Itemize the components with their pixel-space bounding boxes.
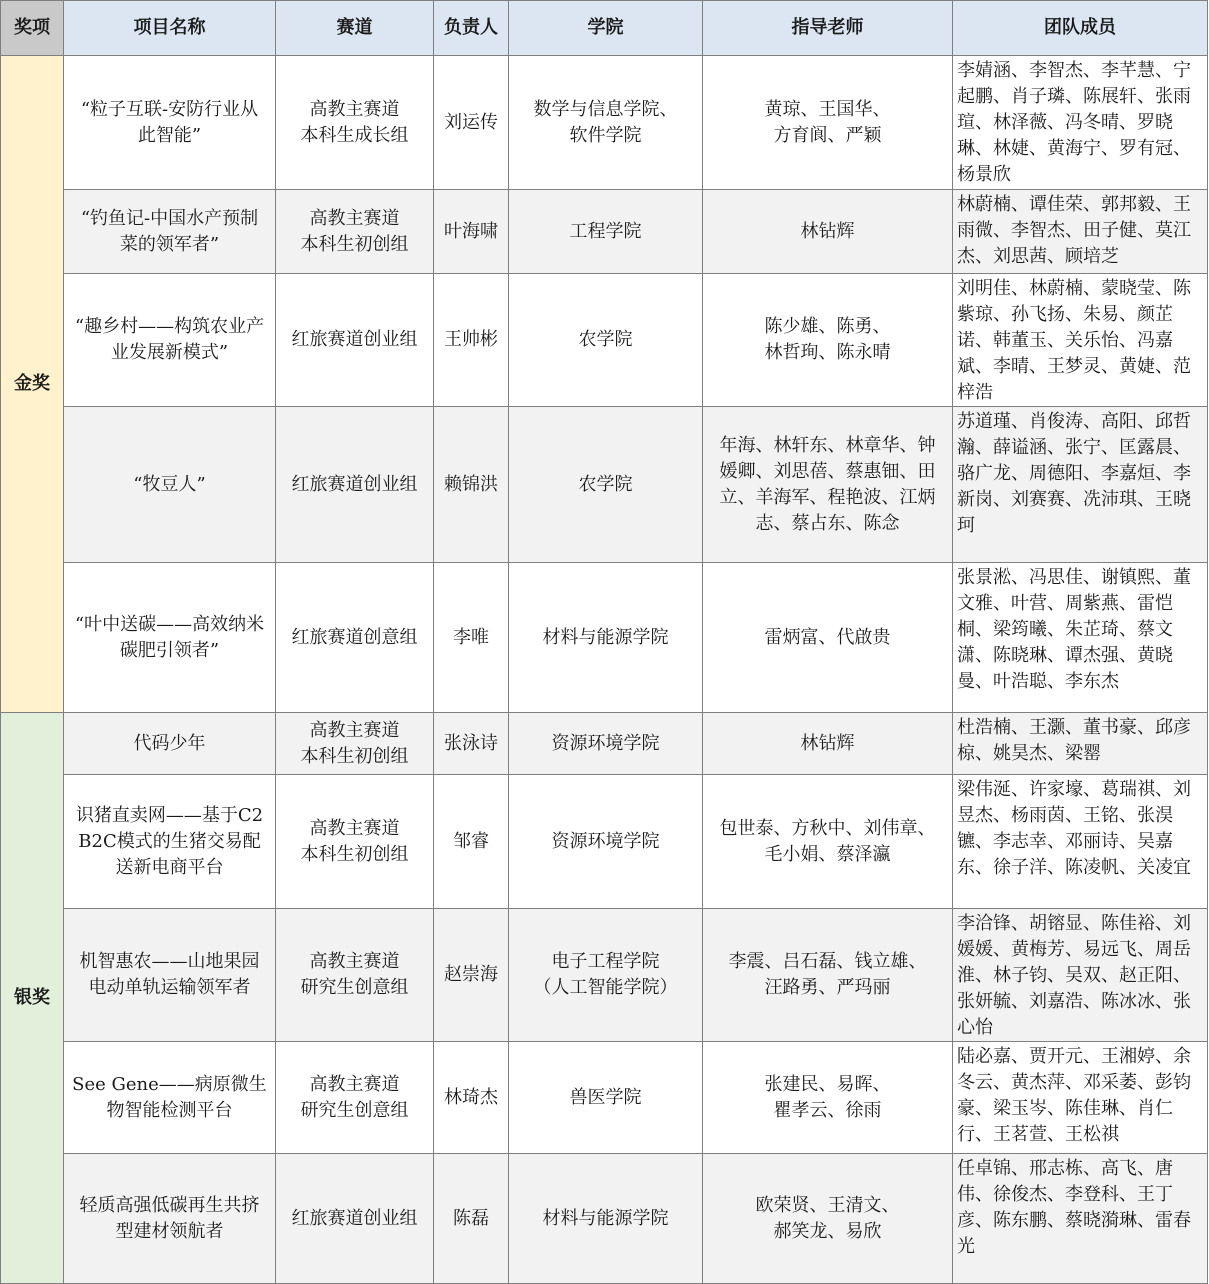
project-name: 代码少年 [64,713,276,775]
college: 材料与能源学院 [509,1154,703,1284]
track: 高教主赛道 本科生初创组 [276,775,434,909]
advisors: 林钻辉 [703,713,953,775]
table-row [1,713,1208,775]
table-row [1,563,1208,713]
track: 红旅赛道创业组 [276,407,434,563]
track: 高教主赛道 本科生初创组 [276,713,434,775]
advisors: 张建民、易晖、 瞿孝云、徐雨 [703,1042,953,1154]
leader: 赵崇海 [434,909,509,1042]
college: 兽医学院 [509,1042,703,1154]
table-row [1,775,1208,909]
leader: 李唯 [434,563,509,713]
table-row [1,1154,1208,1284]
project-name: “钓鱼记-中国水产预制菜的领军者” [64,190,276,274]
leader: 陈磊 [434,1154,509,1284]
project-name: “趣乡村——构筑农业产业发展新模式” [64,274,276,407]
leader: 王帅彬 [434,274,509,407]
advisors: 年海、林轩东、林章华、钟媛卿、刘思蓓、蔡惠钿、田立、羊海军、程艳波、江炳志、蔡占东、陈念 [703,407,953,563]
leader: 林琦杰 [434,1042,509,1154]
college: 数学与信息学院、 软件学院 [509,56,703,190]
team-members: 苏道瑾、肖俊涛、高阳、邱哲瀚、薛谥涵、张宁、匡露晨、骆广龙、周德阳、李嘉烜、李新岗、刘赛赛、冼沛琪、王晓珂 [953,407,1208,563]
project-name: “牧豆人” [64,407,276,563]
team-members: 李洽锋、胡镕显、陈佳裕、刘媛媛、黄梅芳、易远飞、周岳淮、林子钧、吴双、赵正阳、张妍毓、刘嘉浩、陈冰冰、张心怡 [953,909,1208,1042]
leader: 张泳诗 [434,713,509,775]
leader: 赖锦洪 [434,407,509,563]
award-gold: 金奖 [1,56,64,713]
college: 农学院 [509,274,703,407]
team-members: 杜浩楠、王灏、董书豪、邱彦椋、姚昊杰、梁罂 [953,713,1208,775]
track: 高教主赛道 研究生创意组 [276,909,434,1042]
leader: 刘运传 [434,56,509,190]
header-award: 奖项 [1,1,64,56]
team-members: 林蔚楠、谭佳荣、郭邦毅、王雨微、李智杰、田子健、莫江杰、刘思茜、顾培芝 [953,190,1208,274]
project-name: 识猪直卖网——基于C2B2C模式的生猪交易配送新电商平台 [64,775,276,909]
advisors: 林钻辉 [703,190,953,274]
track: 高教主赛道 本科生成长组 [276,56,434,190]
college: 材料与能源学院 [509,563,703,713]
table-row [1,909,1208,1042]
table-row [1,1042,1208,1154]
college: 工程学院 [509,190,703,274]
header-project-name: 项目名称 [64,1,276,56]
track: 高教主赛道 研究生创意组 [276,1042,434,1154]
leader: 叶海啸 [434,190,509,274]
project-name: 轻质高强低碳再生共挤型建材领航者 [64,1154,276,1284]
advisors: 黄琼、王国华、 方育阆、严颖 [703,56,953,190]
table-row [1,190,1208,274]
team-members: 任卓锦、邢志栋、高飞、唐伟、徐俊杰、李登科、王丁彦、陈东鹏、蔡晓漪琳、雷春光 [953,1154,1208,1284]
project-name: “叶中送碳——高效纳米碳肥引领者” [64,563,276,713]
track: 红旅赛道创业组 [276,1154,434,1284]
college: 资源环境学院 [509,775,703,909]
header-college: 学院 [509,1,703,56]
table-row [1,56,1208,190]
advisors: 雷炳富、代啟贵 [703,563,953,713]
college: 电子工程学院 （人工智能学院） [509,909,703,1042]
project-name: 机智惠农——山地果园电动单轨运输领军者 [64,909,276,1042]
team-members: 李婧涵、李智杰、李芊慧、宁起鹏、肖子璘、陈展轩、张雨瑄、林泽薇、冯冬晴、罗晓琳、林婕、黄海宁、罗有冠、杨景欣 [953,56,1208,190]
table-row [1,274,1208,407]
project-name: See Gene——病原微生物智能检测平台 [64,1042,276,1154]
header-team-members: 团队成员 [953,1,1208,56]
advisors: 包世泰、方秋中、刘伟章、 毛小娟、蔡泽瀛 [703,775,953,909]
track: 高教主赛道 本科生初创组 [276,190,434,274]
award-silver: 银奖 [1,713,64,1284]
leader: 邹睿 [434,775,509,909]
advisors: 李震、吕石磊、钱立雄、 汪路勇、严玛丽 [703,909,953,1042]
college: 农学院 [509,407,703,563]
team-members: 张景淞、冯思佳、谢镇熙、董文雅、叶营、周紫燕、雷恺桐、梁筠曦、朱芷琦、蔡文潇、陈晓琳、谭杰强、黄晓曼、叶浩聪、李东杰 [953,563,1208,713]
track: 红旅赛道创业组 [276,274,434,407]
header-track: 赛道 [276,1,434,56]
project-name: “粒子互联-安防行业从此智能” [64,56,276,190]
header-row [1,1,1208,56]
advisors: 欧荣贤、王清文、 郝笑龙、易欣 [703,1154,953,1284]
table-row [1,407,1208,563]
team-members: 梁伟涎、许家壕、葛瑞祺、刘昱杰、杨雨茵、王铭、张淏镳、李志幸、邓丽诗、吴嘉东、徐子洋、陈凌帆、关凌宜 [953,775,1208,909]
team-members: 刘明佳、林蔚楠、蒙晓莹、陈紫琼、孙飞扬、朱易、颜芷诺、韩董玉、关乐怡、冯嘉斌、李晴、王梦灵、黄婕、范梓浩 [953,274,1208,407]
track: 红旅赛道创意组 [276,563,434,713]
header-advisors: 指导老师 [703,1,953,56]
team-members: 陆必嘉、贾开元、王湘婷、余冬云、黄杰萍、邓采萎、彭钧豪、梁玉岑、陈佳琳、肖仁行、王茗萱、王松祺 [953,1042,1208,1154]
college: 资源环境学院 [509,713,703,775]
advisors: 陈少雄、陈勇、 林哲珣、陈永晴 [703,274,953,407]
header-leader: 负责人 [434,1,509,56]
